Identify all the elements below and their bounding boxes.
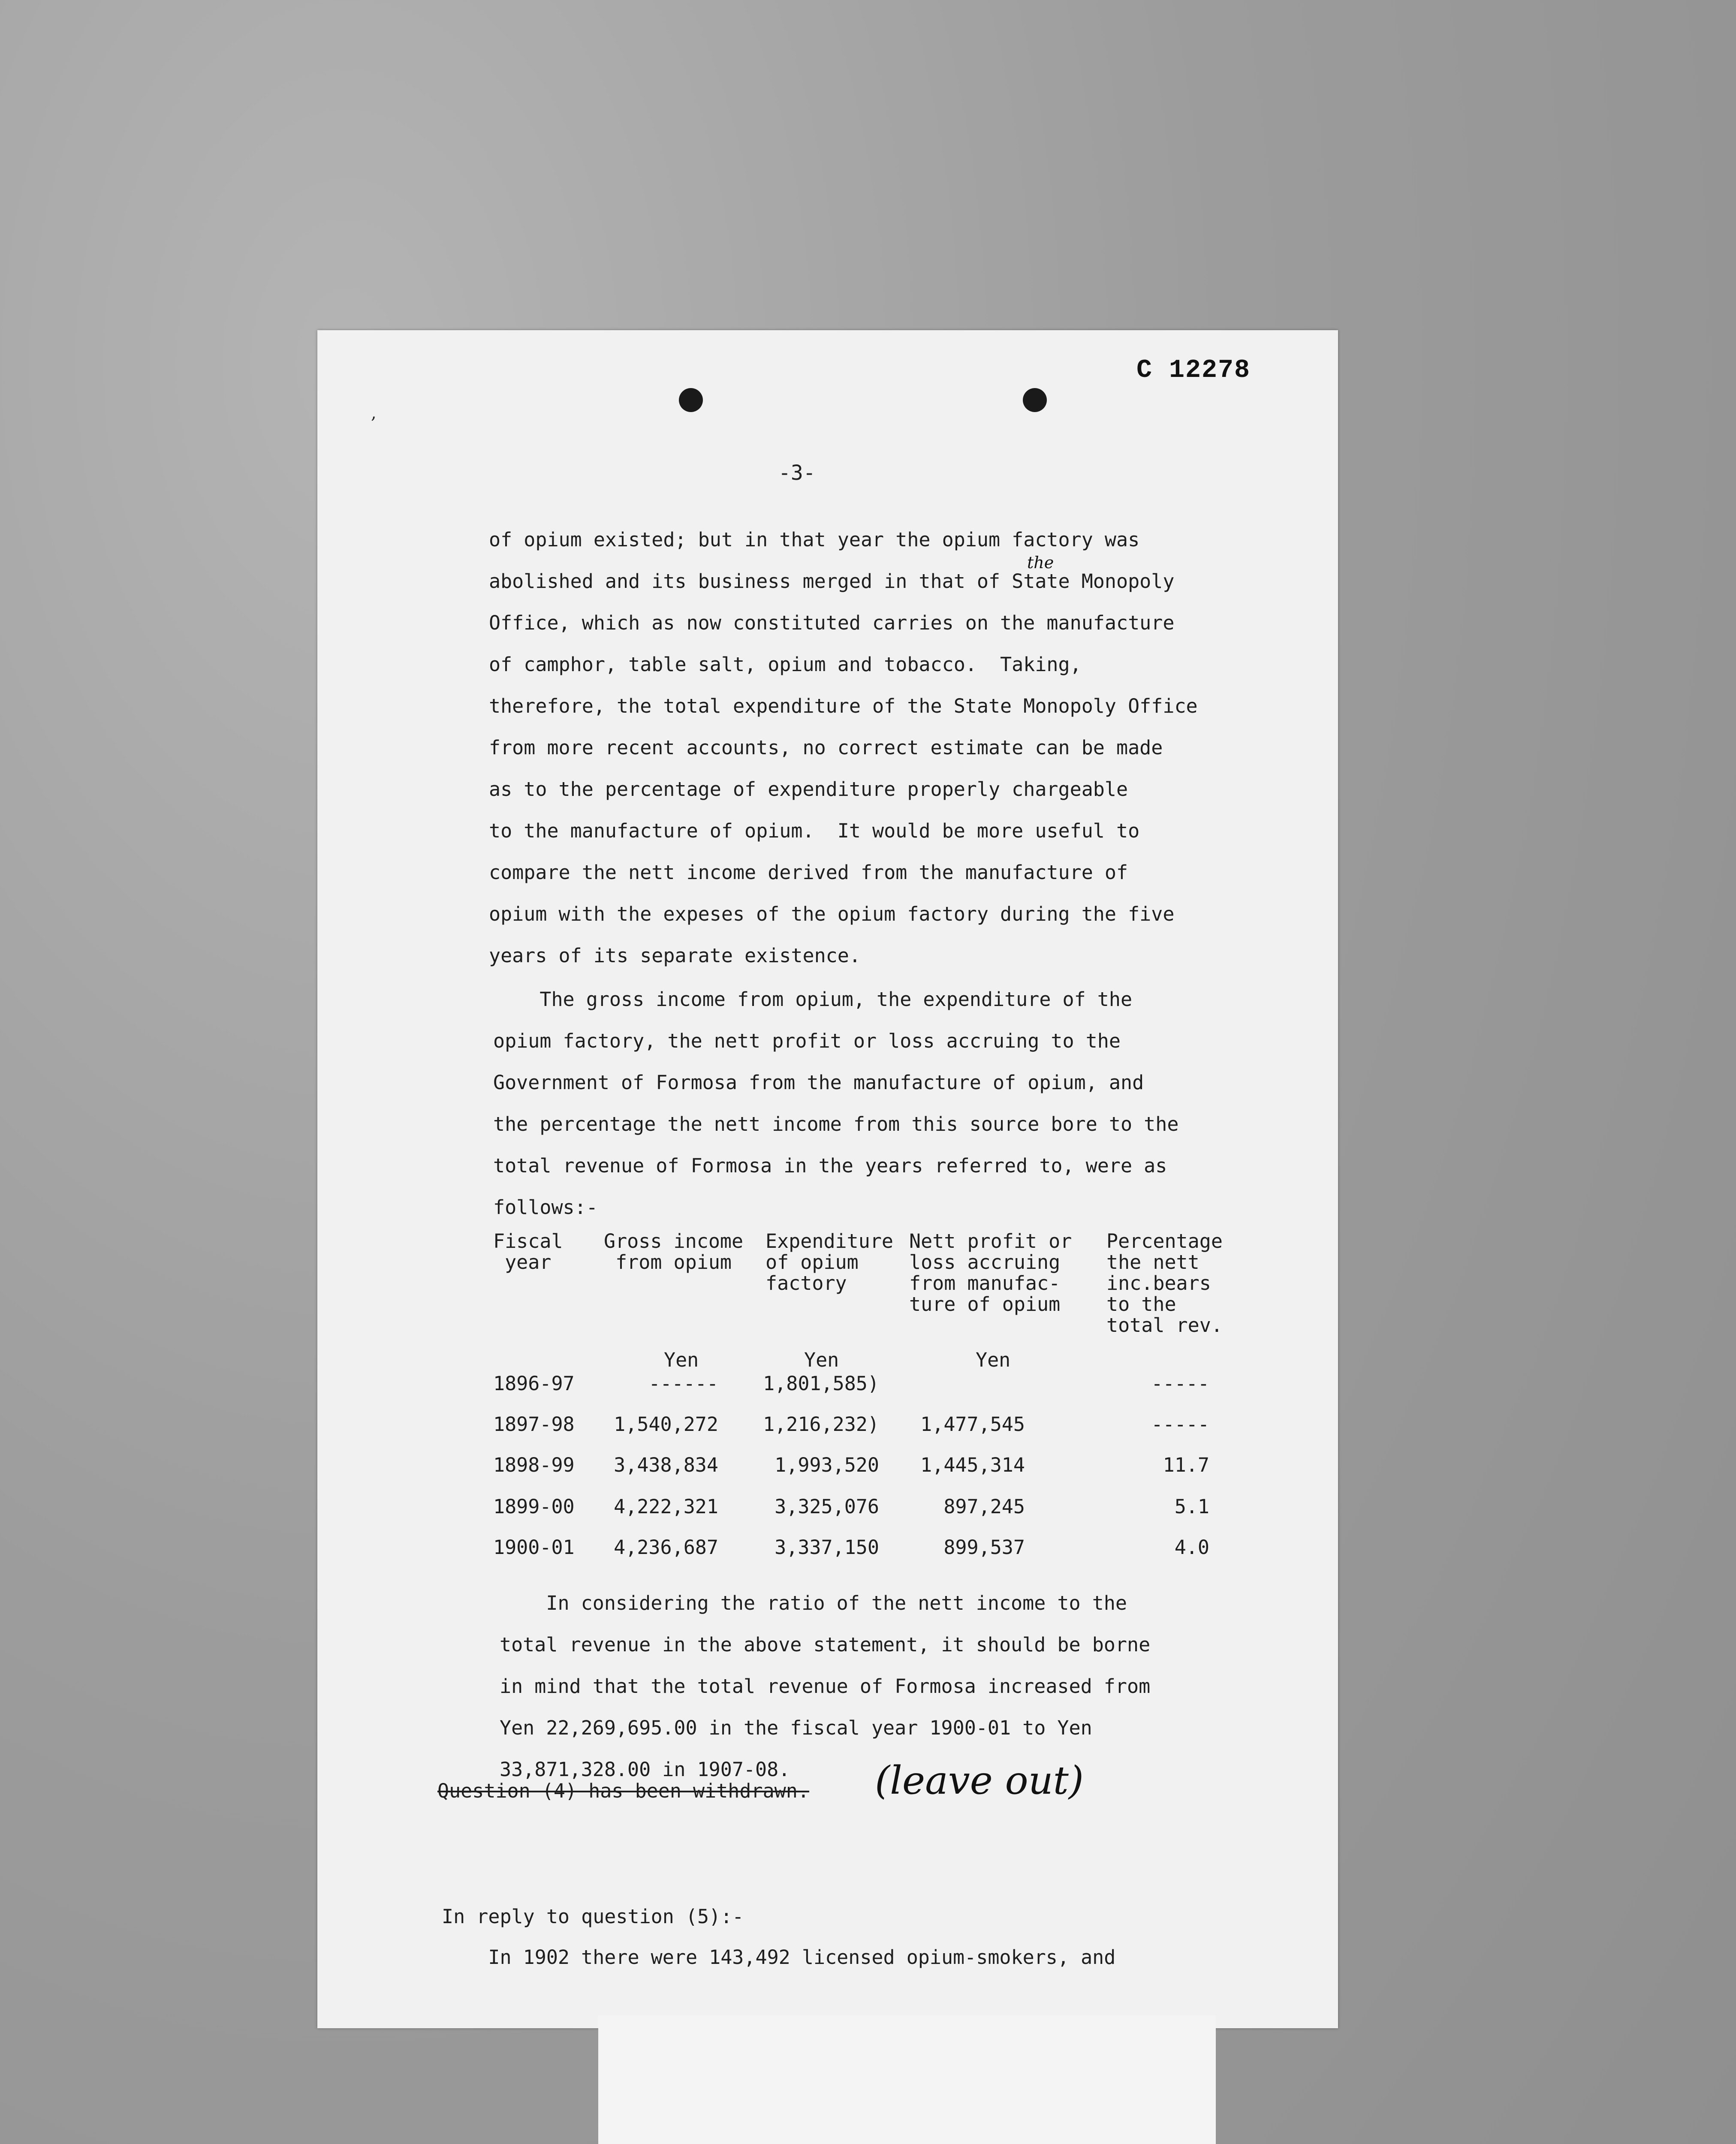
table-header-4: Percentage the nett inc.bears to the total rev. — [1106, 1230, 1223, 1337]
table-cell: 1897-98 — [493, 1413, 575, 1436]
table-cell: 1,540,272 — [614, 1413, 718, 1436]
table-unit-3: Yen — [976, 1349, 1011, 1371]
table-cell: 1,477,545 — [920, 1413, 1025, 1436]
last-line: In 1902 there were 143,492 licensed opium-smokers, and — [442, 1946, 1116, 1969]
table-header-2: Expenditure of opium factory — [766, 1230, 894, 1295]
reply-heading: In reply to question (5):- — [442, 1905, 744, 1928]
paragraph-3-line: Yen 22,269,695.00 in the fiscal year 1900-01 to Yen — [500, 1716, 1092, 1739]
paragraph-1-line: of opium existed; but in that year the opium factory was — [489, 528, 1140, 551]
paragraph-3-line: In considering the ratio of the nett income to the — [500, 1592, 1127, 1614]
table-cell: 1,445,314 — [920, 1454, 1025, 1476]
handwritten-insert: the — [1027, 553, 1054, 572]
table-cell: 1899-00 — [493, 1495, 575, 1518]
struck-question-line: Question (4) has been withdrawn. — [437, 1780, 809, 1802]
table-cell: 11.7 — [1163, 1454, 1209, 1476]
handwritten-note: (leave out) — [875, 1758, 1084, 1803]
table-unit-2: Yen — [804, 1349, 839, 1371]
table-cell: 897,245 — [943, 1495, 1025, 1518]
paragraph-2-line: total revenue of Formosa in the years referred to, were as — [493, 1154, 1167, 1177]
paragraph-1-line: of camphor, table salt, opium and tobacco. Taking, — [489, 653, 1082, 676]
table-header-0: Fiscal year — [493, 1230, 563, 1274]
table-cell: 1,216,232) — [763, 1413, 879, 1436]
table-cell: 1896-97 — [493, 1372, 575, 1395]
paragraph-1-line: to the manufacture of opium. It would be more useful to — [489, 819, 1140, 842]
table-cell: 3,337,150 — [775, 1536, 879, 1559]
table-cell: 4.0 — [1174, 1536, 1209, 1559]
table-cell: 1898-99 — [493, 1454, 575, 1476]
paragraph-2-line: follows:- — [493, 1196, 598, 1219]
table-cell: 1,801,585) — [763, 1372, 879, 1395]
table-cell: 3,325,076 — [775, 1495, 879, 1518]
table-cell: 4,236,687 — [614, 1536, 718, 1559]
paragraph-1-line: abolished and its business merged in that of State Monopoly — [489, 570, 1175, 593]
paragraph-1-line: from more recent accounts, no correct estimate can be made — [489, 736, 1163, 759]
table-cell: 1,993,520 — [775, 1454, 879, 1476]
paragraph-1-line: compare the nett income derived from the manufacture of — [489, 861, 1128, 884]
reference-number: C 12278 — [1136, 356, 1251, 385]
page-number: -3- — [778, 461, 816, 485]
paragraph-2-line: opium factory, the nett profit or loss accruing to the — [493, 1030, 1121, 1052]
paragraph-1-line: therefore, the total expenditure of the State Monopoly Office — [489, 695, 1198, 717]
paragraph-1-line: years of its separate existence. — [489, 944, 861, 967]
document-page — [317, 330, 1338, 2028]
paragraph-3-line: 33,871,328.00 in 1907-08. — [500, 1758, 790, 1781]
table-header-1: Gross income from opium — [604, 1230, 744, 1274]
table-cell: 1900-01 — [493, 1536, 575, 1559]
paragraph-2-line: the percentage the nett income from this source bore to the — [493, 1113, 1179, 1135]
table-unit-1: Yen — [664, 1349, 699, 1371]
table-header-3: Nett profit or loss accruing from manufac- ture of opium — [909, 1230, 1072, 1316]
table-cell: 4,222,321 — [614, 1495, 718, 1518]
paragraph-1-line: as to the percentage of expenditure properly chargeable — [489, 778, 1128, 801]
archive-label-card — [598, 2015, 1216, 2144]
paragraph-2-line: The gross income from opium, the expenditure of the — [493, 988, 1133, 1011]
paragraph-3-line: total revenue in the above statement, it should be borne — [500, 1633, 1151, 1656]
table-cell: 5.1 — [1174, 1495, 1209, 1518]
paragraph-1-line: opium with the expeses of the opium factory during the five — [489, 903, 1175, 925]
paragraph-2-line: Government of Formosa from the manufacture of opium, and — [493, 1071, 1144, 1094]
table-cell: ----- — [1151, 1372, 1209, 1395]
table-cell: ------ — [648, 1372, 718, 1395]
table-cell: 899,537 — [943, 1536, 1025, 1559]
paragraph-3-line: in mind that the total revenue of Formosa increased from — [500, 1675, 1151, 1698]
margin-mark-top: , — [371, 403, 377, 423]
table-cell: 3,438,834 — [614, 1454, 718, 1476]
table-cell: ----- — [1151, 1413, 1209, 1436]
paragraph-1-line: Office, which as now constituted carries on the manufacture — [489, 611, 1175, 634]
